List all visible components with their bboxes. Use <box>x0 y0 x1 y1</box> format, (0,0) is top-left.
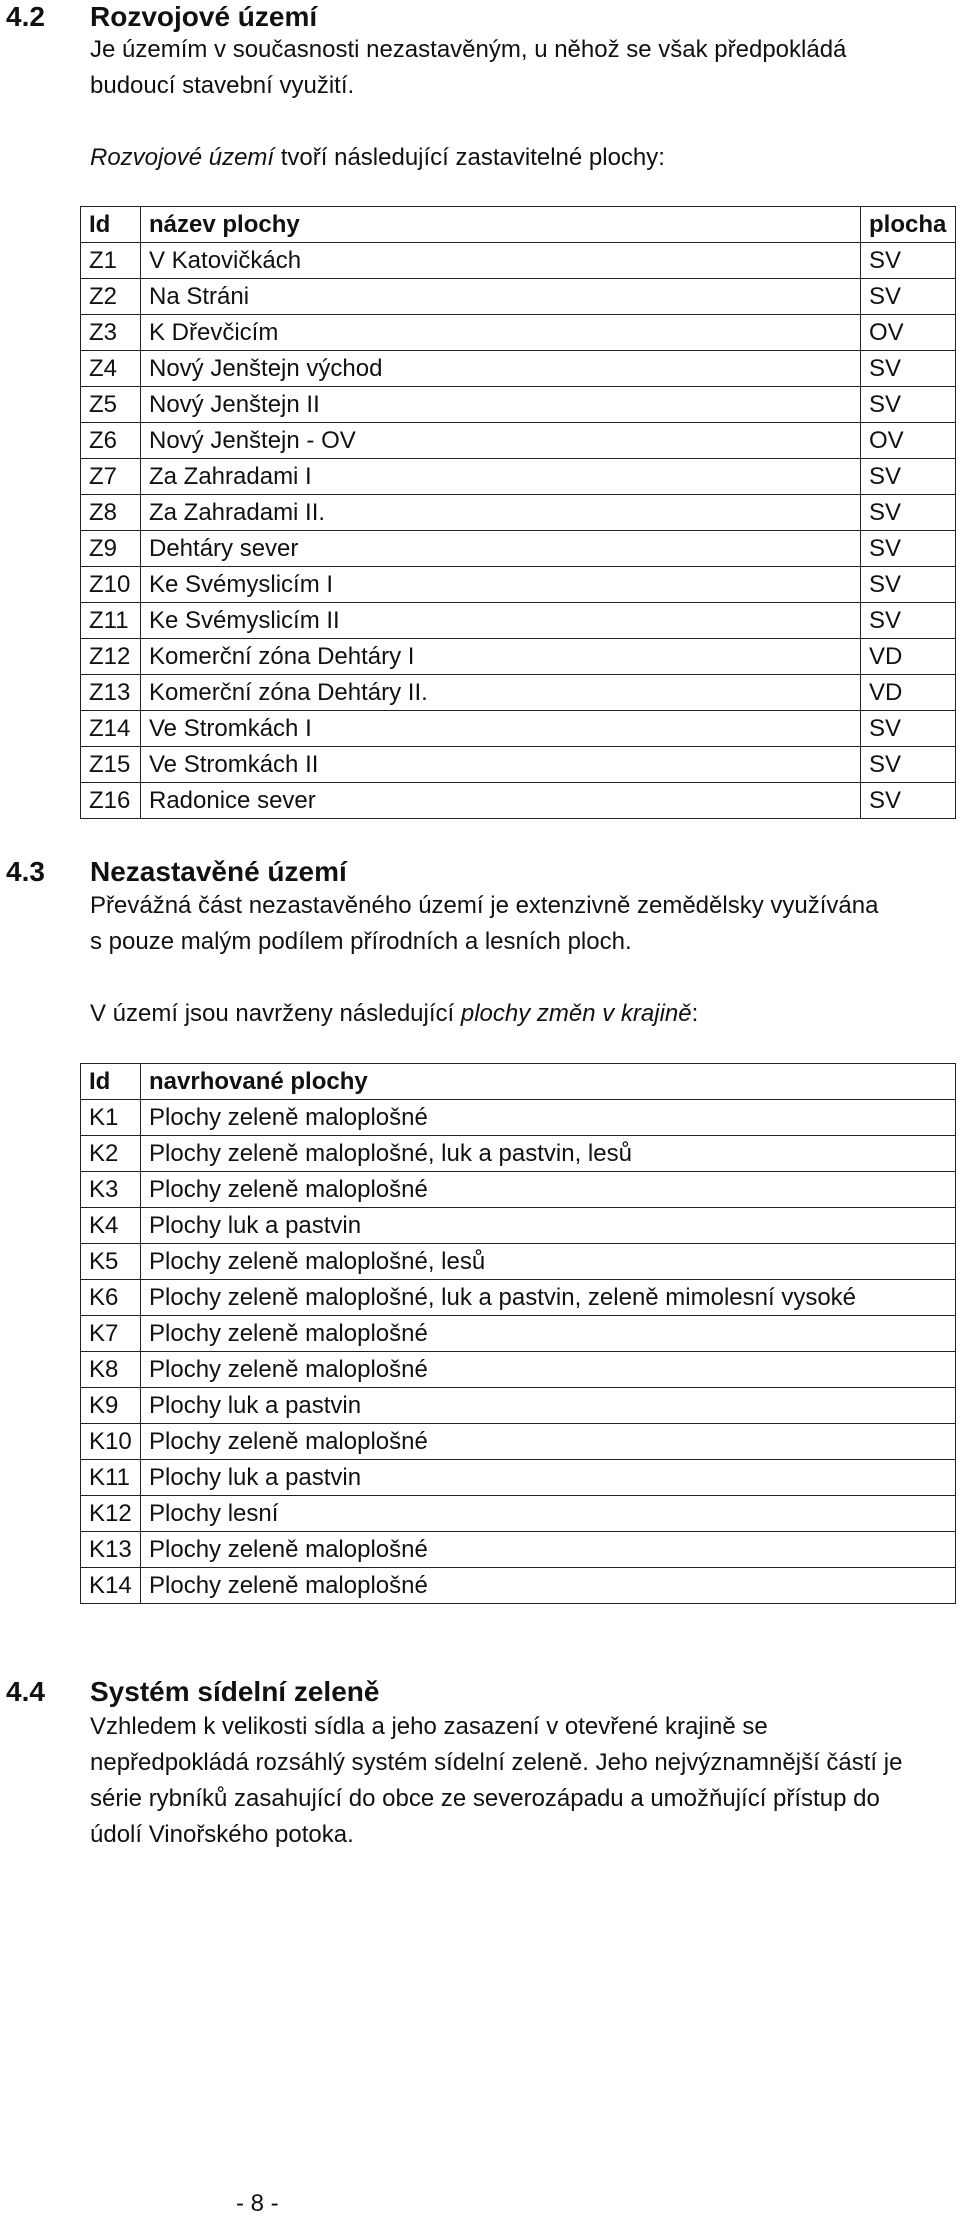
table-row <box>81 495 956 531</box>
cell-id: K8 <box>81 1352 141 1388</box>
table-row <box>81 1568 956 1604</box>
table-row <box>81 567 956 603</box>
cell-name: Plochy zeleně maloplošné <box>141 1100 956 1136</box>
cell-type: SV <box>861 279 956 315</box>
table-row <box>81 603 956 639</box>
table-row <box>81 279 956 315</box>
cell-id: Z16 <box>81 783 141 819</box>
cell-type: SV <box>861 387 956 423</box>
table-header-row <box>81 207 956 243</box>
cell-id: Z13 <box>81 675 141 711</box>
cell-name: Nový Jenštejn II <box>141 387 861 423</box>
cell-id: Z4 <box>81 351 141 387</box>
cell-name: Plochy zeleně maloplošné <box>141 1316 956 1352</box>
cell-name: Komerční zóna Dehtáry II. <box>141 675 861 711</box>
cell-name: K Dřevčicím <box>141 315 861 351</box>
table-row <box>81 423 956 459</box>
cell-name: Plochy luk a pastvin <box>141 1460 956 1496</box>
cell-name: Plochy lesní <box>141 1496 956 1532</box>
table-row <box>81 675 956 711</box>
table-row <box>81 459 956 495</box>
paragraph-line: Je územím v současnosti nezastavěným, u něhož se však předpokládá <box>90 36 847 63</box>
cell-name: Ke Svémyslicím II <box>141 603 861 639</box>
cell-type: SV <box>861 459 956 495</box>
table-row <box>81 747 956 783</box>
cell-type: SV <box>861 783 956 819</box>
cell-name: Na Stráni <box>141 279 861 315</box>
cell-id: K9 <box>81 1388 141 1424</box>
table-row <box>81 1496 956 1532</box>
cell-id: K4 <box>81 1208 141 1244</box>
cell-id: Z11 <box>81 603 141 639</box>
cell-id: K1 <box>81 1100 141 1136</box>
cell-id: Z6 <box>81 423 141 459</box>
cell-id: Z8 <box>81 495 141 531</box>
lead-italic: plochy změn v krajině <box>460 1000 692 1027</box>
cell-id: K6 <box>81 1280 141 1316</box>
section-title: Nezastavěné území <box>90 856 347 887</box>
cell-id: Z5 <box>81 387 141 423</box>
lead-rest: tvoří následující zastavitelné plochy: <box>274 144 665 171</box>
zastavitelne-plochy-table <box>80 206 956 819</box>
cell-id: K12 <box>81 1496 141 1532</box>
section-number: 4.2 <box>6 1 45 32</box>
page-number: - 8 - <box>236 2190 279 2217</box>
cell-id: K11 <box>81 1460 141 1496</box>
cell-type: SV <box>861 567 956 603</box>
table-row <box>81 1136 956 1172</box>
cell-name: Nový Jenštejn východ <box>141 351 861 387</box>
table-row <box>81 711 956 747</box>
cell-id: Z9 <box>81 531 141 567</box>
table-header-row <box>81 1064 956 1100</box>
cell-id: Z2 <box>81 279 141 315</box>
cell-id: K7 <box>81 1316 141 1352</box>
table-row <box>81 351 956 387</box>
section-4-4-text <box>90 1709 950 1853</box>
table-row <box>81 1244 956 1280</box>
table-row <box>81 1208 956 1244</box>
section-4-2-heading <box>6 0 317 34</box>
header-name: navrhované plochy <box>141 1064 956 1100</box>
section-title: Systém sídelní zeleně <box>90 1676 380 1707</box>
lead-sentence <box>90 996 950 1032</box>
cell-id: K5 <box>81 1244 141 1280</box>
lead-sentence <box>90 140 950 176</box>
section-4-2-text <box>90 32 950 176</box>
table-row <box>81 315 956 351</box>
cell-id: K2 <box>81 1136 141 1172</box>
header-name: název plochy <box>141 207 861 243</box>
cell-name: Komerční zóna Dehtáry I <box>141 639 861 675</box>
table-row <box>81 1424 956 1460</box>
header-id: Id <box>81 1064 141 1100</box>
paragraph-line: Převážná část nezastavěného území je extenzivně zemědělsky využívána <box>90 892 879 919</box>
cell-type: SV <box>861 711 956 747</box>
lead-end: : <box>691 1000 699 1027</box>
cell-id: Z12 <box>81 639 141 675</box>
cell-name: Ve Stromkách II <box>141 747 861 783</box>
cell-type: SV <box>861 747 956 783</box>
paragraph-line: série rybníků zasahující do obce ze severozápadu a umožňující přístup do <box>90 1785 880 1812</box>
cell-id: K14 <box>81 1568 141 1604</box>
cell-id: Z14 <box>81 711 141 747</box>
table-row <box>81 1172 956 1208</box>
section-number: 4.4 <box>6 1676 45 1707</box>
cell-id: K3 <box>81 1172 141 1208</box>
section-4-4-heading <box>6 1675 379 1709</box>
plochy-zmen-table <box>80 1063 956 1604</box>
cell-type: VD <box>861 639 956 675</box>
cell-id: Z15 <box>81 747 141 783</box>
cell-name: Plochy zeleně maloplošné <box>141 1532 956 1568</box>
paragraph-line: údolí Vinořského potoka. <box>90 1821 354 1848</box>
header-id: Id <box>81 207 141 243</box>
table-row <box>81 1388 956 1424</box>
cell-name: Plochy zeleně maloplošné <box>141 1424 956 1460</box>
cell-type: SV <box>861 495 956 531</box>
cell-name: Za Zahradami II. <box>141 495 861 531</box>
cell-name: Plochy luk a pastvin <box>141 1208 956 1244</box>
table-row <box>81 1100 956 1136</box>
cell-name: Ve Stromkách I <box>141 711 861 747</box>
section-4-3-heading <box>6 855 347 889</box>
cell-type: SV <box>861 603 956 639</box>
table-row <box>81 531 956 567</box>
cell-name: V Katovičkách <box>141 243 861 279</box>
table-row <box>81 639 956 675</box>
cell-id: Z7 <box>81 459 141 495</box>
cell-name: Plochy zeleně maloplošné <box>141 1352 956 1388</box>
lead-start: V území jsou navrženy následující <box>90 1000 461 1027</box>
cell-id: K10 <box>81 1424 141 1460</box>
cell-name: Nový Jenštejn - OV <box>141 423 861 459</box>
cell-name: Za Zahradami I <box>141 459 861 495</box>
cell-name: Radonice sever <box>141 783 861 819</box>
cell-id: K13 <box>81 1532 141 1568</box>
paragraph-line: nepředpokládá rozsáhlý systém sídelní zeleně. Jeho nejvýznamnější částí je <box>90 1749 903 1776</box>
cell-name: Plochy zeleně maloplošné <box>141 1172 956 1208</box>
paragraph-line: Vzhledem k velikosti sídla a jeho zasazení v otevřené krajině se <box>90 1713 768 1740</box>
paragraph-line: budoucí stavební využití. <box>90 72 355 99</box>
section-number: 4.3 <box>6 856 45 887</box>
cell-name: Ke Svémyslicím I <box>141 567 861 603</box>
cell-id: Z10 <box>81 567 141 603</box>
table-row <box>81 1280 956 1316</box>
cell-id: Z1 <box>81 243 141 279</box>
cell-type: OV <box>861 423 956 459</box>
cell-type: VD <box>861 675 956 711</box>
cell-type: SV <box>861 531 956 567</box>
table-row <box>81 1460 956 1496</box>
header-type: plocha <box>861 207 956 243</box>
cell-name: Plochy luk a pastvin <box>141 1388 956 1424</box>
cell-name: Plochy zeleně maloplošné <box>141 1568 956 1604</box>
section-title: Rozvojové území <box>90 1 318 32</box>
section-4-3-text <box>90 888 950 1032</box>
cell-name: Plochy zeleně maloplošné, luk a pastvin, zeleně mimolesní vysoké <box>141 1280 956 1316</box>
cell-type: SV <box>861 351 956 387</box>
cell-type: OV <box>861 315 956 351</box>
cell-type: SV <box>861 243 956 279</box>
cell-name: Plochy zeleně maloplošné, luk a pastvin, lesů <box>141 1136 956 1172</box>
table-row <box>81 243 956 279</box>
table-row <box>81 783 956 819</box>
cell-name: Dehtáry sever <box>141 531 861 567</box>
lead-italic: Rozvojové území <box>90 144 275 171</box>
table-row <box>81 1316 956 1352</box>
paragraph-line: s pouze malým podílem přírodních a lesních ploch. <box>90 928 632 955</box>
table-row <box>81 1352 956 1388</box>
table-row <box>81 1532 956 1568</box>
cell-id: Z3 <box>81 315 141 351</box>
table-row <box>81 387 956 423</box>
cell-name: Plochy zeleně maloplošné, lesů <box>141 1244 956 1280</box>
